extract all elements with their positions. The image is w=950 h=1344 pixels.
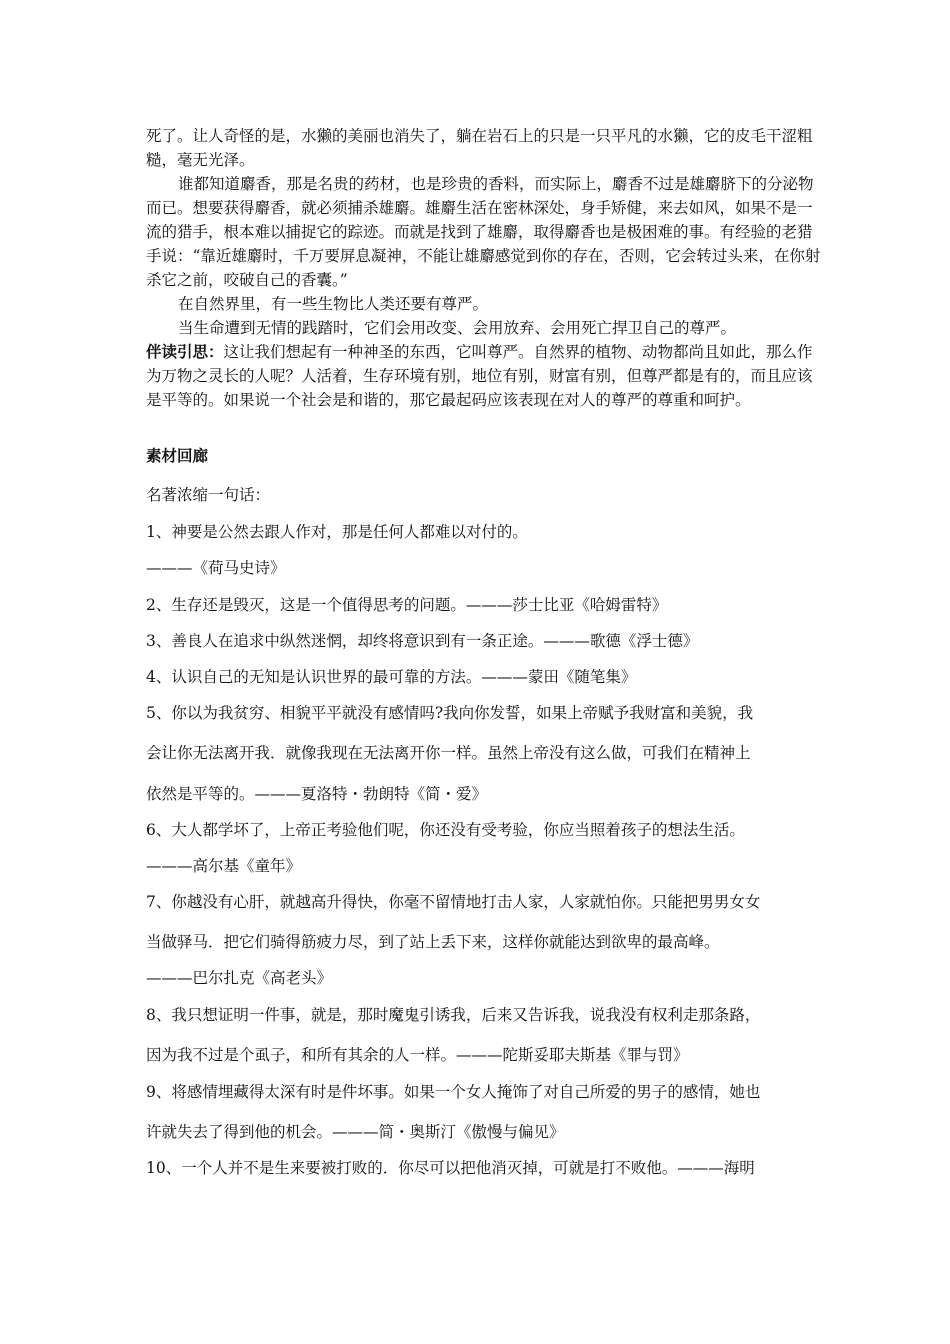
quote-line: 许就失去了得到他的机会。———简・奥斯汀《傲慢与偏见》	[146, 1123, 565, 1141]
reflection-text: 这让我们想起有一种神圣的东西，它叫尊严。自然界的植物、动物都尚且如此，那么作为万物之灵长的人呢？人活着，生存环境有别，地位有别，财富有别，但尊严都是有的，而且应该是平等的。如果说一个社会是和谐的，那它最起码应该表现在对人的尊严的尊重和呵护。	[146, 343, 813, 409]
quote-line: 10、一个人并不是生来要被打败的．你尽可以把他消灭掉，可就是打不败他。———海明	[146, 1159, 755, 1177]
quote-line: 7、你越没有心肝，就越高升得快，你毫不留情地打击人家，人家就怕你。只能把男男女女	[146, 893, 761, 911]
article-paragraph-3: 在自然界里，有一些生物比人类还要有尊严。	[178, 295, 489, 313]
section-intro: 名著浓缩一句话：	[146, 486, 271, 504]
article-paragraph-4: 当生命遭到无情的践踏时，它们会用改变、会用放弃、会用死亡捍卫自己的尊严。	[178, 319, 737, 337]
quote-line: 5、你以为我贫穷、相貌平平就没有感情吗?我向你发誓，如果上帝赋予我财富和美貌，我	[146, 704, 754, 722]
section-heading: 素材回廊	[146, 447, 209, 465]
quote-line: 6、大人都学坏了，上帝正考验他们呢，你还没有受考验，你应当照着孩子的想法生活。	[146, 821, 745, 839]
quote-line: 1、神要是公然去跟人作对，那是任何人都难以对付的。	[146, 523, 528, 541]
reflection-paragraph	[146, 340, 826, 412]
quote-line: ———《荷马史诗》	[146, 559, 286, 577]
quote-line: 4、认识自己的无知是认识世界的最可靠的方法。———蒙田《随笔集》	[146, 668, 637, 686]
quote-line: 3、善良人在追求中纵然迷惘，却终将意识到有一条正途。———歌德《浮士德》	[146, 632, 699, 650]
quote-line: ———高尔基《童年》	[146, 857, 302, 875]
article-paragraph-2: 谁都知道麝香，那是名贵的药材，也是珍贵的香料，而实际上，麝香不过是雄麝脐下的分泌物而已。想要获得麝香，就必须捕杀雄麝。雄麝生活在密林深处，身手矫健，来去如风，如果不是一流的猎手，根本难以捕捉它的踪迹。而就是找到了雄麝，取得麝香也是极困难的事。有经验的老猎手说：“靠近雄麝时，千万要屏息凝神，不能让雄麝感觉到你的存在，否则，它会转过头来，在你射杀它之前，咬破自己的香囊。”	[146, 175, 821, 289]
quote-line: 会让你无法离开我．就像我现在无法离开你一样。虽然上帝没有这么做，可我们在精神上	[146, 744, 751, 762]
quote-line: 2、生存还是毁灭，这是一个值得思考的问题。———莎士比亚《哈姆雷特》	[146, 596, 668, 614]
quote-line: 当做驿马．把它们骑得筋疲力尽，到了站上丢下来，这样你就能达到欲卑的最高峰。	[146, 933, 720, 951]
quote-line: 因为我不过是个虱子，和所有其余的人一样。———陀斯妥耶夫斯基《罪与罚》	[146, 1046, 689, 1064]
quote-line: 8、我只想证明一件事，就是，那时魔鬼引诱我，后来又告诉我，说我没有权利走那条路，	[146, 1006, 761, 1024]
quote-line: ———巴尔扎克《高老头》	[146, 969, 333, 987]
reflection-label: 伴读引思：	[146, 343, 224, 361]
quote-line: 依然是平等的。———夏洛特・勃朗特《简・爱》	[146, 785, 488, 803]
article-paragraph-1: 死了。让人奇怪的是，水獭的美丽也消失了，躺在岩石上的只是一只平凡的水獭，它的皮毛干涩粗糙，毫无光泽。	[146, 127, 813, 169]
quote-line: 9、将感情埋藏得太深有时是件坏事。如果一个女人掩饰了对自己所爱的男子的感情，她也	[146, 1083, 761, 1101]
